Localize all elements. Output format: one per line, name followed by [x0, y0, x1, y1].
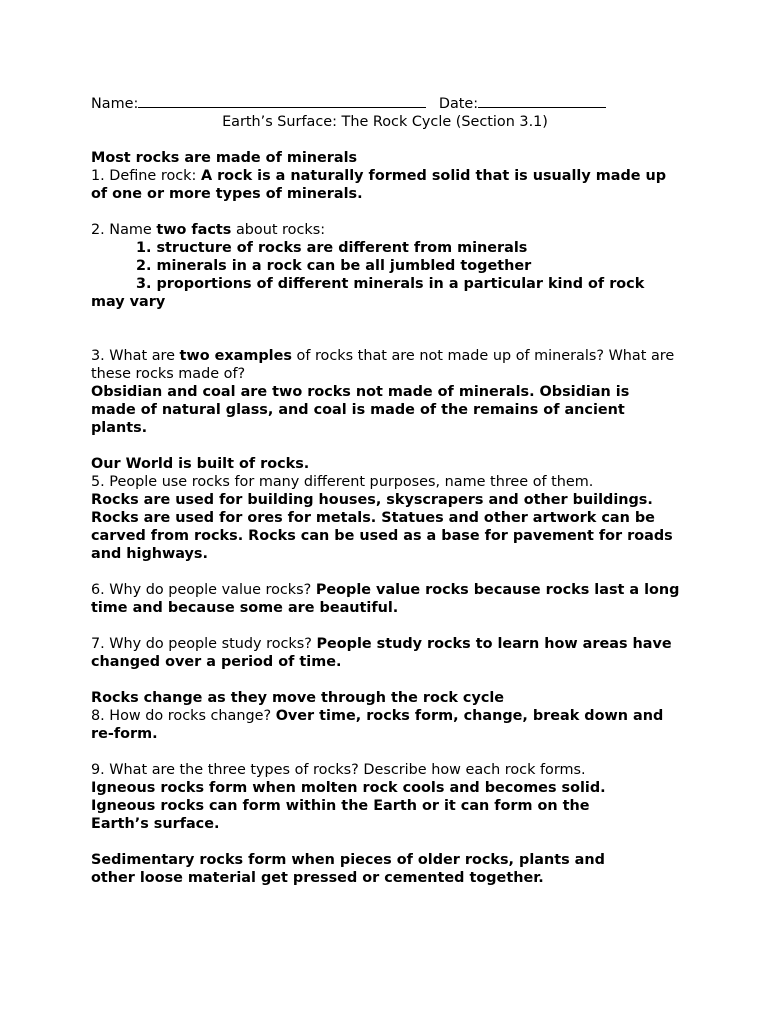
- header-line: [91, 93, 691, 113]
- q3-prompt-start: 3. What are: [91, 348, 180, 364]
- question-3: [91, 347, 681, 383]
- q1-answer: A rock is a naturally formed solid that is usually made up of one or more types of minerals.: [91, 168, 667, 202]
- question-1: [91, 167, 681, 203]
- name-label: Name:: [91, 96, 139, 112]
- q1-prompt: 1. Define rock:: [91, 168, 201, 184]
- section-heading-rock-cycle: Rocks change as they move through the rock cycle: [91, 690, 505, 706]
- question-2: [91, 221, 691, 239]
- q2-prompt-start: 2. Name: [91, 222, 157, 238]
- q3-prompt-bold: two examples: [179, 348, 292, 364]
- q9-answer-sedimentary: Sedimentary rocks form when pieces of older rocks, plants and other loose material get pressed or cemented together.: [91, 852, 605, 886]
- q2-fact-3: 3. proportions of different minerals in a particular kind of rock: [136, 276, 645, 292]
- name-blank: [138, 93, 426, 108]
- question-7: [91, 635, 681, 671]
- q6-prompt: 6. Why do people value rocks?: [91, 582, 316, 598]
- question-8: [91, 707, 681, 743]
- q3-prompt-end: of rocks that are not made up of minerals? What are these rocks made of?: [91, 348, 675, 382]
- date-label: Date:: [438, 96, 479, 112]
- q3-answer: Obsidian and coal are two rocks not made of minerals. Obsidian is made of natural glass, and coal is made of the remains of ancient plants.: [91, 384, 630, 436]
- q2-fact-1: 1. structure of rocks are different from minerals: [136, 240, 528, 256]
- q2-prompt-end: about rocks:: [231, 222, 326, 238]
- question-9: 9. What are the three types of rocks? Describe how each rock forms.: [91, 762, 586, 778]
- section-heading-world: Our World is built of rocks.: [91, 456, 310, 472]
- question-6: [91, 581, 681, 617]
- q9-answer-igneous: Igneous rocks form when molten rock cools and becomes solid. Igneous rocks can form within the Earth or it can form on the Earth’s surface.: [91, 780, 606, 832]
- q2-prompt-bold: two facts: [156, 222, 232, 238]
- page-title: Earth’s Surface: The Rock Cycle (Section 3.1): [222, 114, 548, 130]
- q7-answer: People study rocks to learn how areas have changed over a period of time.: [91, 636, 672, 670]
- date-blank: [478, 93, 606, 108]
- q8-prompt: 8. How do rocks change?: [91, 708, 276, 724]
- q2-fact-3-continued: may vary: [91, 294, 166, 310]
- q5-answer: Rocks are used for building houses, skyscrapers and other buildings. Rocks are used for ores for metals. Statues and other artwork can be carved from rocks. Rocks can be used as a base for pavement for roads and highways.: [91, 492, 673, 562]
- worksheet-page: [91, 93, 691, 887]
- q7-prompt: 7. Why do people study rocks?: [91, 636, 317, 652]
- q8-answer: Over time, rocks form, change, break down and re-form.: [91, 708, 664, 742]
- question-5: 5. People use rocks for many different purposes, name three of them.: [91, 474, 594, 490]
- section-heading-minerals: Most rocks are made of minerals: [91, 150, 358, 166]
- q6-answer: People value rocks because rocks last a long time and because some are beautiful.: [91, 582, 680, 616]
- q2-fact-2: 2. minerals in a rock can be all jumbled together: [136, 258, 532, 274]
